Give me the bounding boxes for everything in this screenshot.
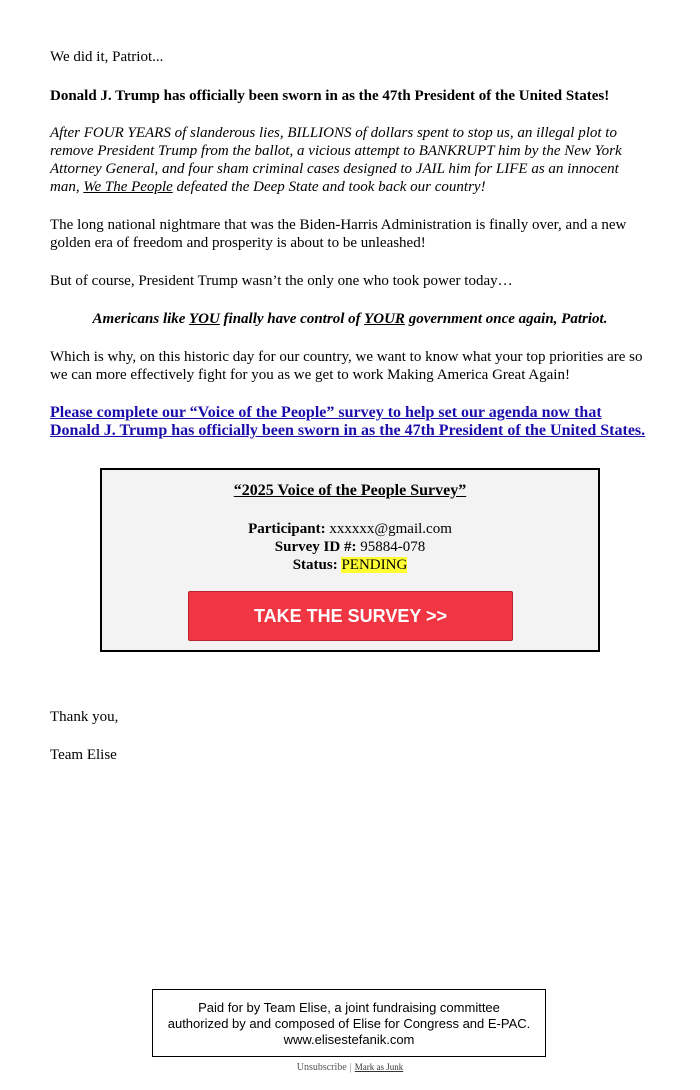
participant-value: xxxxxx@gmail.com (329, 521, 452, 537)
survey-id-row (102, 538, 598, 556)
americans-part2: finally have control of (219, 311, 365, 327)
intro-text-after: defeated the Deep State and took back our country! (172, 179, 486, 195)
survey-title: “2025 Voice of the People Survey” (233, 482, 467, 499)
survey-box (100, 468, 600, 652)
americans-part1: Americans like (92, 311, 189, 327)
status-badge: PENDING (341, 557, 408, 573)
mark-as-junk-link[interactable]: Mark as Junk (354, 1062, 404, 1072)
status-label: Status: (292, 557, 338, 573)
intro-paragraph (50, 124, 650, 196)
greeting: We did it, Patriot... (50, 49, 164, 65)
participant-label: Participant: (248, 521, 326, 537)
survey-link[interactable]: Please complete our “Voice of the People” survey to help set our agenda now that Donald J. Trump has officially been sworn in as the 47th President of the United States. (50, 404, 646, 439)
survey-meta (102, 520, 598, 574)
americans-paragraph (50, 310, 650, 328)
intro-text-before: After FOUR YEARS of slanderous lies, BILLIONS of dollars spent to stop us, an illegal plot to remove President Trump from the ballot, a vicious attempt to BANKRUPT him by the New York Attorney General, and four sham criminal cases designed to JAIL him for LIFE as an innocent man, (50, 125, 622, 195)
participant-row (102, 520, 598, 538)
course-paragraph: But of course, President Trump wasn’t the only one who took power today… (50, 273, 513, 289)
unsubscribe-text[interactable]: Unsubscribe (296, 1062, 347, 1073)
priorities-paragraph: Which is why, on this historic day for our country, we want to know what your top priorities are so we can more effectively fight for you as we get to work Making America Great Again! (50, 349, 643, 383)
americans-part3: government once again, Patriot. (404, 311, 608, 327)
nightmare-paragraph: The long national nightmare that was the Biden-Harris Administration is finally over, and a new golden era of freedom and prosperity is about to be unleashed! (50, 217, 627, 251)
signature: Team Elise (50, 747, 117, 763)
paid-for-disclaimer: Paid for by Team Elise, a joint fundraising committee authorized by and composed of Elise for Congress and E-PAC. www.elisestefanik.com (152, 989, 546, 1057)
headline: Donald J. Trump has officially been sworn in as the 47th President of the United States! (50, 88, 610, 104)
take-survey-button[interactable]: TAKE THE SURVEY >> (188, 591, 513, 641)
intro-underlined-text: We The People (83, 179, 173, 195)
americans-you: YOU (188, 311, 220, 327)
footer-separator: | (349, 1062, 352, 1073)
survey-id-label: Survey ID #: (274, 539, 357, 555)
survey-id-value: 95884-078 (360, 539, 426, 555)
americans-your: YOUR (364, 311, 405, 327)
footer-links (0, 1062, 700, 1073)
closing-thanks: Thank you, (50, 709, 119, 725)
status-row (102, 556, 598, 574)
